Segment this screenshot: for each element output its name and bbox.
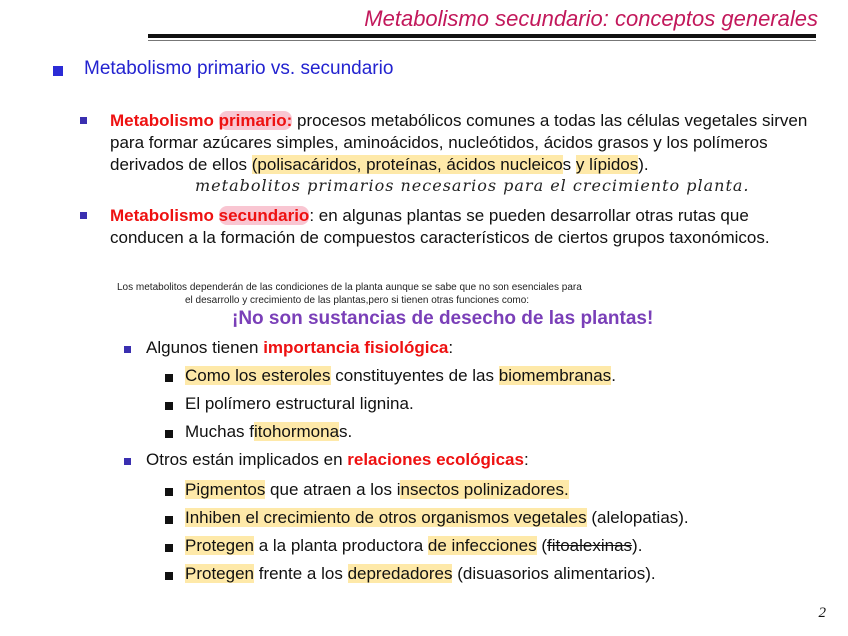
note-line-1: Los metabolitos dependerán de las condiciones de la planta aunque se sabe que no son esenciales para xyxy=(117,282,582,293)
square-bullet-icon xyxy=(165,374,173,382)
item-text: (alelopatias). xyxy=(586,508,689,527)
title-rule xyxy=(148,34,816,38)
primario-highlight-1: (polisacáridos, proteínas, ácidos nucleico xyxy=(251,155,563,174)
fisiologica-text-a: Algunos tienen xyxy=(146,338,264,357)
primario-highlight-2: y lípidos xyxy=(575,155,639,174)
list-item xyxy=(185,536,642,556)
item-text: ( xyxy=(536,536,547,555)
ecologicas-text-a: Otros están implicados en xyxy=(146,450,348,469)
square-bullet-icon xyxy=(80,117,87,124)
primario-text-1: procesos metabólicos comunes a todas las células vegetales sirven para formar azúcares simples, aminoácidos, nucleótidos, ácidos grasos y los polímeros derivados de ellos xyxy=(110,111,808,174)
item-ecologicas xyxy=(146,450,529,470)
list-item xyxy=(185,508,689,528)
square-bullet-icon xyxy=(165,430,173,438)
list-item xyxy=(185,480,569,500)
item-strikethrough: fitoalexinas xyxy=(546,536,633,555)
item-text: ). xyxy=(632,536,643,555)
slide-title: Metabolismo secundario: conceptos generales xyxy=(364,6,818,31)
item-highlight: biomembranas xyxy=(498,366,612,385)
square-bullet-icon xyxy=(165,402,173,410)
square-bullet-icon xyxy=(165,544,173,552)
ecologicas-text-b: : xyxy=(523,450,529,469)
term-relaciones-ecologicas: relaciones ecológicas xyxy=(347,450,524,469)
list-item xyxy=(185,394,414,414)
square-bullet-icon xyxy=(165,572,173,580)
square-bullet-icon xyxy=(124,458,131,465)
list-item xyxy=(185,366,616,386)
item-fisiologica xyxy=(146,338,453,358)
list-item xyxy=(185,564,656,584)
item-text: constituyentes de las xyxy=(330,366,499,385)
item-highlight: Protegen xyxy=(185,536,254,555)
item-highlight: Pigmentos xyxy=(185,480,266,499)
item-highlight: Como los esteroles xyxy=(185,366,331,385)
term-secundario: secundario xyxy=(218,206,310,225)
item-text: (disuasorios alimentarios). xyxy=(452,564,656,583)
square-bullet-icon xyxy=(165,516,173,524)
item-highlight: de infecciones xyxy=(427,536,537,555)
term-importancia-fisiologica: importancia fisiológica xyxy=(263,338,449,357)
term-metabolismo: Metabolismo xyxy=(110,206,219,225)
section-heading: Metabolismo primario vs. secundario xyxy=(84,58,394,79)
item-highlight: depredadores xyxy=(347,564,453,583)
item-highlight: Inhiben el crecimiento de otros organismos vegetales xyxy=(185,508,587,527)
item-text: a la planta productora xyxy=(254,536,428,555)
title-rule-thin xyxy=(148,40,816,41)
item-text: frente a los xyxy=(254,564,348,583)
item-text: Muchas f xyxy=(185,422,254,441)
square-bullet-icon xyxy=(53,66,63,76)
note-line-2: el desarrollo y crecimiento de las plantas,pero si tienen otras funciones como: xyxy=(185,295,530,306)
item-text: El polímero estructural lignina. xyxy=(185,394,414,413)
secundario-text: : en algunas plantas se pueden desarrollar otras rutas que conducen a la formación de compuestos característicos de ciertos grupos taxonómicos. xyxy=(110,206,770,247)
fisiologica-text-b: : xyxy=(448,338,454,357)
square-bullet-icon xyxy=(124,346,131,353)
item-highlight: itohormona xyxy=(253,422,340,441)
paragraph-primario xyxy=(110,110,825,176)
term-metabolismo: Metabolismo xyxy=(110,111,219,130)
item-text: que atraen a los i xyxy=(265,480,401,499)
list-item xyxy=(185,422,352,442)
page-number: 2 xyxy=(818,605,826,621)
handwritten-annotation: metabolitos primarios necesarios para el crecimiento planta. xyxy=(195,176,750,195)
paragraph-secundario xyxy=(110,205,825,249)
item-text: s. xyxy=(339,422,353,441)
square-bullet-icon xyxy=(165,488,173,496)
item-highlight: Protegen xyxy=(185,564,254,583)
primario-text-2: s xyxy=(562,155,576,174)
item-text: . xyxy=(611,366,616,385)
primario-text-3: ). xyxy=(638,155,649,174)
term-primario: primario: xyxy=(218,111,293,130)
item-highlight: nsectos polinizadores. xyxy=(400,480,569,499)
headline: ¡No son sustancias de desecho de las plantas! xyxy=(232,308,654,329)
square-bullet-icon xyxy=(80,212,87,219)
